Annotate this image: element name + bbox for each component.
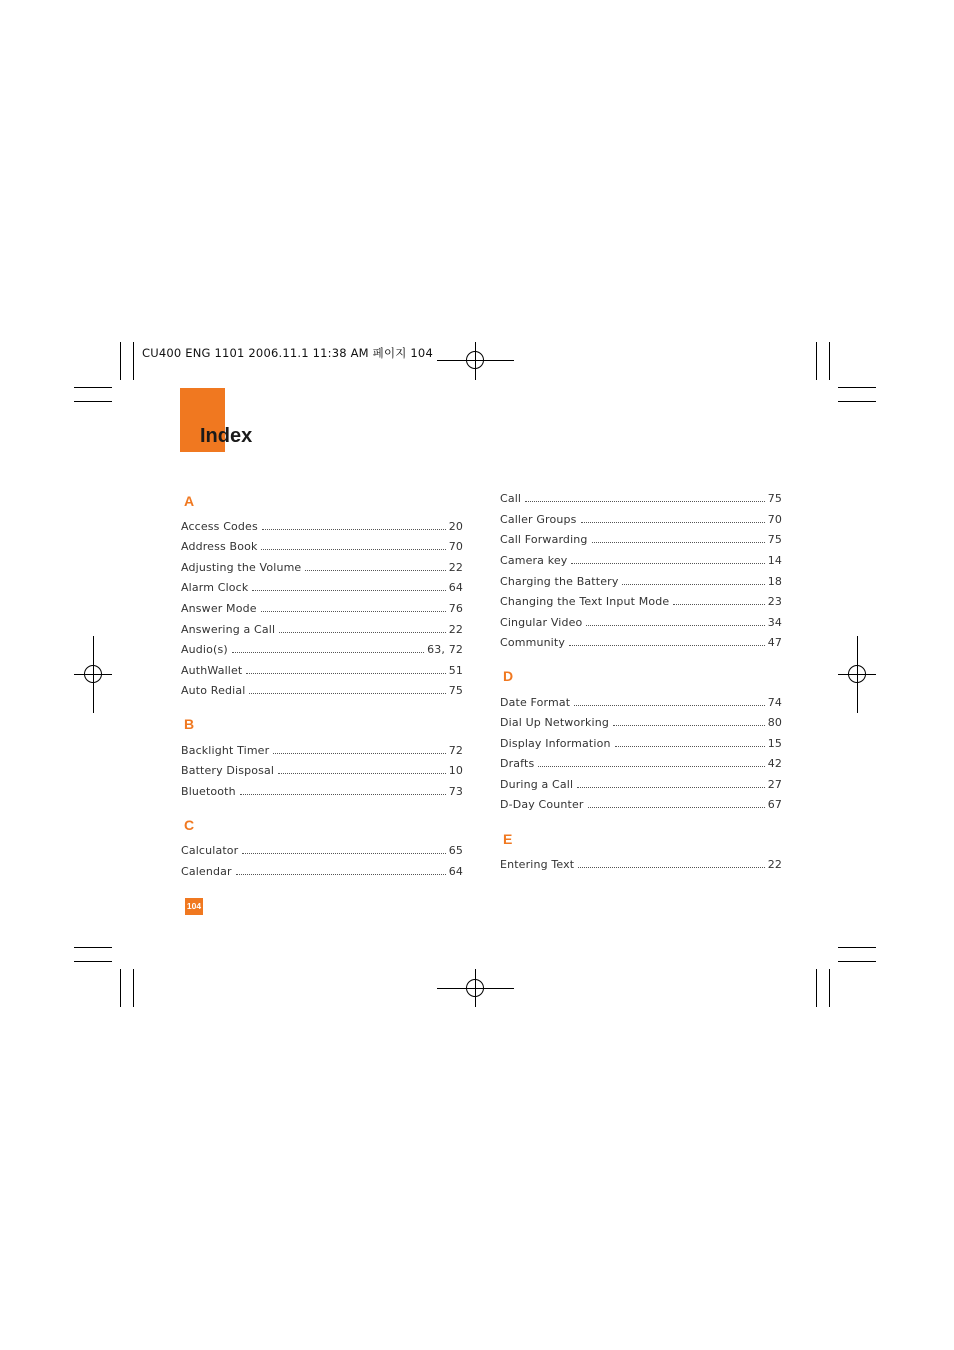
crop-mark (120, 969, 121, 1007)
index-entry-address-book[interactable]: Address Book 70 (181, 540, 463, 553)
section-letter-a: A (184, 493, 195, 509)
index-entry-display-information[interactable]: Display Information 15 (500, 737, 782, 750)
crop-mark (74, 947, 112, 948)
section-letter-b: B (184, 716, 195, 732)
crop-mark (838, 401, 876, 402)
index-entry-adjusting-the-volume[interactable]: Adjusting the Volume 22 (181, 561, 463, 574)
index-entry-date-format[interactable]: Date Format 74 (500, 696, 782, 709)
index-entry-call-forwarding[interactable]: Call Forwarding 75 (500, 533, 782, 546)
crop-mark (816, 342, 817, 380)
index-entry-d-day-counter[interactable]: D-Day Counter 67 (500, 798, 782, 811)
index-entry-entering-text[interactable]: Entering Text 22 (500, 858, 782, 871)
index-entry-during-a-call[interactable]: During a Call 27 (500, 778, 782, 791)
crop-mark (829, 342, 830, 380)
index-entry-battery-disposal[interactable]: Battery Disposal 10 (181, 764, 463, 777)
index-entry-answer-mode[interactable]: Answer Mode 76 (181, 602, 463, 615)
crop-mark (133, 342, 134, 380)
crop-mark (816, 969, 817, 1007)
index-entry-backlight-timer[interactable]: Backlight Timer 72 (181, 744, 463, 757)
index-entry-changing-the-text-input-mode[interactable]: Changing the Text Input Mode 23 (500, 595, 782, 608)
index-entry-answering-a-call[interactable]: Answering a Call 22 (181, 623, 463, 636)
section-letter-e: E (503, 831, 513, 847)
crop-mark (120, 342, 121, 380)
page-number-badge: 104 (185, 898, 203, 915)
index-entry-caller-groups[interactable]: Caller Groups 70 (500, 513, 782, 526)
crop-mark (838, 947, 876, 948)
section-letter-c: C (184, 817, 195, 833)
crop-mark (133, 969, 134, 1007)
crop-mark (838, 387, 876, 388)
index-entry-camera-key[interactable]: Camera key 14 (500, 554, 782, 567)
crop-mark (838, 961, 876, 962)
page-title: Index (200, 425, 253, 447)
index-entry-community[interactable]: Community 47 (500, 636, 782, 649)
index-entry-dial-up-networking[interactable]: Dial Up Networking 80 (500, 716, 782, 729)
index-entry-calendar[interactable]: Calendar 64 (181, 865, 463, 878)
index-entry-auto-redial[interactable]: Auto Redial 75 (181, 684, 463, 697)
print-slug: CU400 ENG 1101 2006.11.1 11:38 AM 페이지 104 (142, 346, 433, 360)
index-entry-cingular-video[interactable]: Cingular Video 34 (500, 616, 782, 629)
index-entry-charging-the-battery[interactable]: Charging the Battery 18 (500, 575, 782, 588)
index-entry-alarm-clock[interactable]: Alarm Clock 64 (181, 581, 463, 594)
crop-mark (829, 969, 830, 1007)
index-entry-calculator[interactable]: Calculator 65 (181, 844, 463, 857)
crop-mark (74, 401, 112, 402)
index-entry-access-codes[interactable]: Access Codes 20 (181, 520, 463, 533)
index-entry-bluetooth[interactable]: Bluetooth 73 (181, 785, 463, 798)
index-entry-call[interactable]: Call 75 (500, 492, 782, 505)
crop-mark (74, 387, 112, 388)
crop-mark (74, 961, 112, 962)
index-entry-drafts[interactable]: Drafts 42 (500, 757, 782, 770)
index-entry-audios[interactable]: Audio(s) 63, 72 (181, 643, 463, 656)
section-letter-d: D (503, 668, 514, 684)
index-entry-authwallet[interactable]: AuthWallet 51 (181, 664, 463, 677)
